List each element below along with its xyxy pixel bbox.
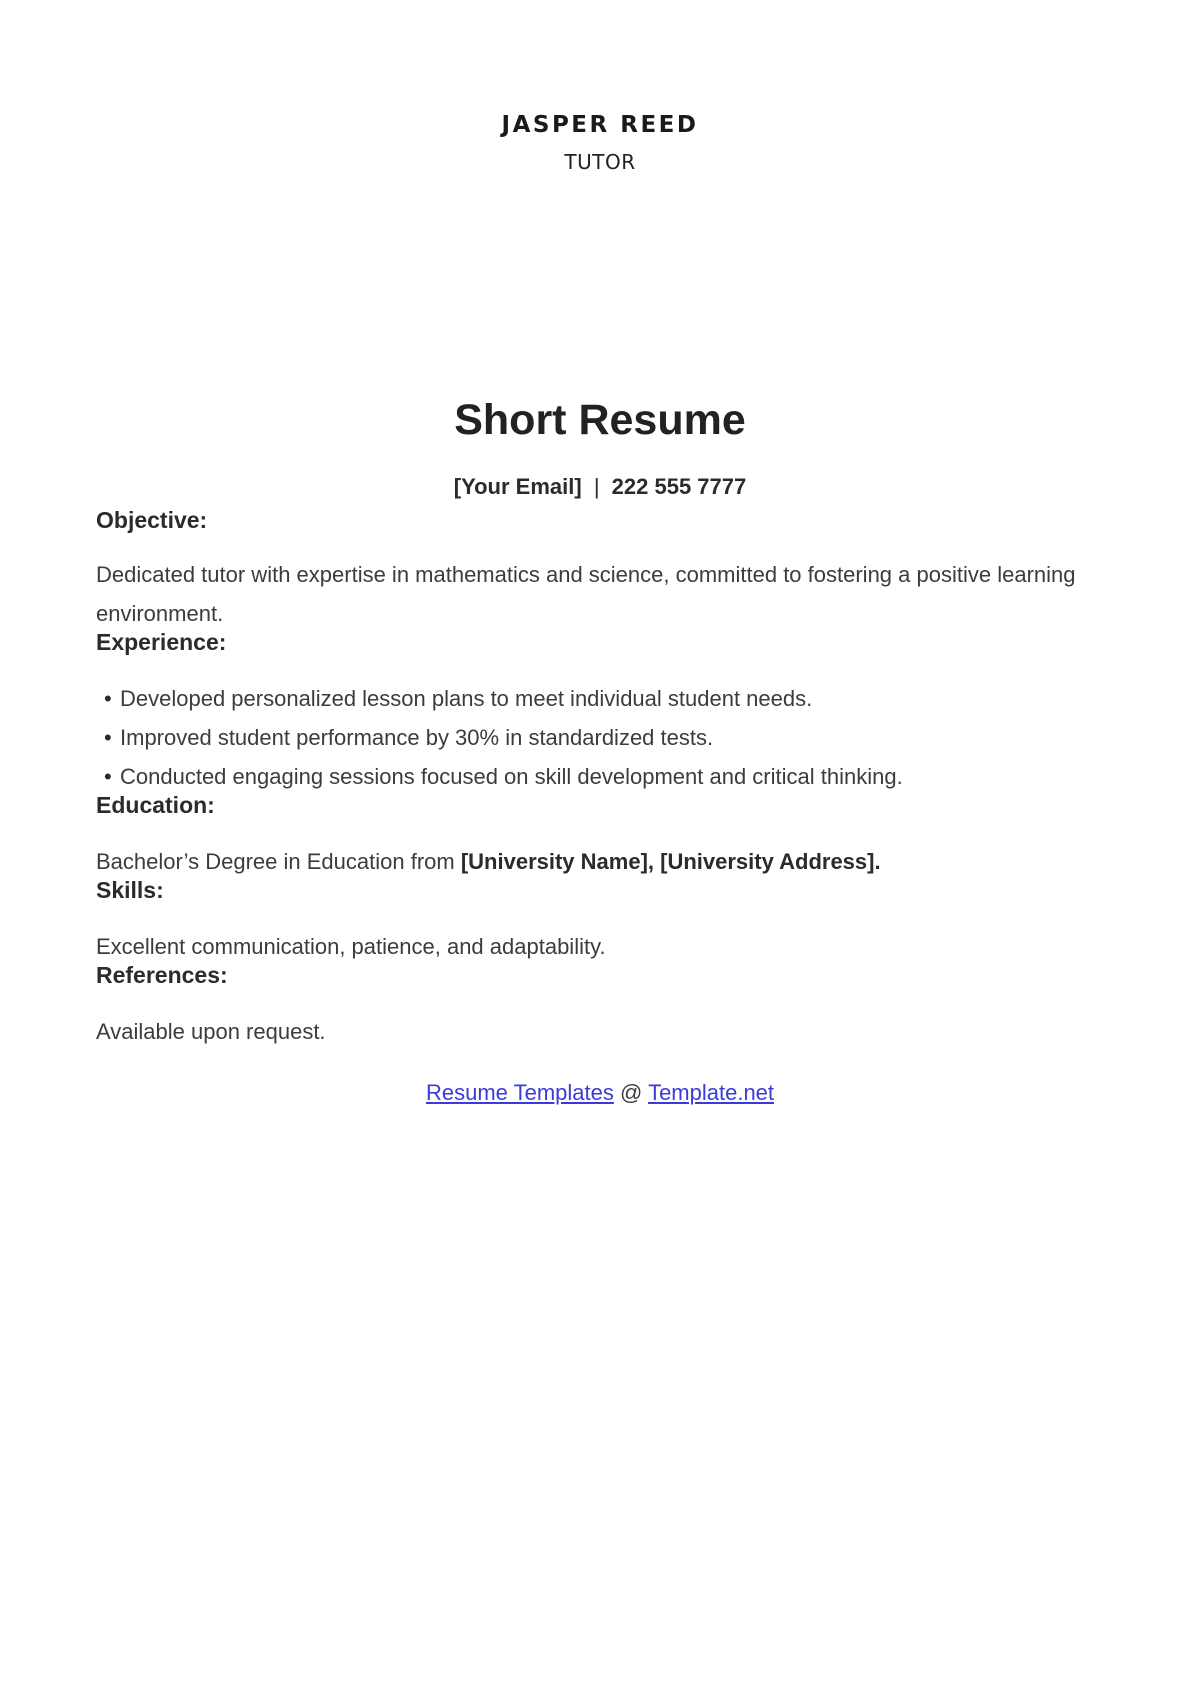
document-title: Short Resume — [454, 396, 746, 444]
footer-at: @ — [620, 1080, 643, 1105]
references-heading: References: — [96, 962, 228, 988]
phone-number: 222 555 7777 — [611, 474, 747, 499]
section-experience — [96, 627, 1106, 796]
bullet-icon: • — [104, 725, 112, 750]
section-references — [96, 960, 1106, 1051]
education-heading: Education: — [96, 792, 215, 818]
footer-credit — [0, 1077, 1200, 1109]
person-role: TUTOR — [564, 150, 636, 174]
section-objective — [96, 505, 1106, 633]
bullet-icon: • — [104, 764, 112, 789]
references-text: Available upon request. — [96, 1019, 326, 1044]
contact-line — [0, 471, 1200, 503]
objective-heading: Objective: — [96, 507, 208, 533]
education-degree: Bachelor’s Degree in Education from — [96, 849, 461, 874]
experience-item-text: Conducted engaging sessions focused on skill development and critical thinking. — [120, 764, 903, 789]
experience-list — [96, 679, 1106, 796]
section-education — [96, 790, 1106, 881]
resume-body — [96, 505, 1106, 1051]
contact-separator: | — [593, 474, 600, 499]
experience-heading: Experience: — [96, 629, 227, 655]
bullet-icon: • — [104, 686, 112, 711]
education-university: [University Name], [University Address]. — [460, 849, 881, 874]
resume-templates-link[interactable]: Resume Templates — [425, 1080, 614, 1105]
resume-header — [0, 108, 1200, 176]
list-item — [96, 718, 1106, 757]
section-skills — [96, 875, 1106, 966]
template-net-link[interactable]: Template.net — [648, 1080, 775, 1105]
skills-heading: Skills: — [96, 877, 164, 903]
experience-item-text: Developed personalized lesson plans to meet individual student needs. — [120, 686, 813, 711]
list-item — [96, 679, 1106, 718]
email-placeholder: [Your Email] — [453, 474, 582, 499]
experience-item-text: Improved student performance by 30% in standardized tests. — [120, 725, 714, 750]
skills-text: Excellent communication, patience, and adaptability. — [96, 934, 606, 959]
person-name: JASPER REED — [501, 112, 699, 138]
objective-text: Dedicated tutor with expertise in mathematics and science, committed to fostering a positive learning environment. — [96, 562, 1076, 626]
